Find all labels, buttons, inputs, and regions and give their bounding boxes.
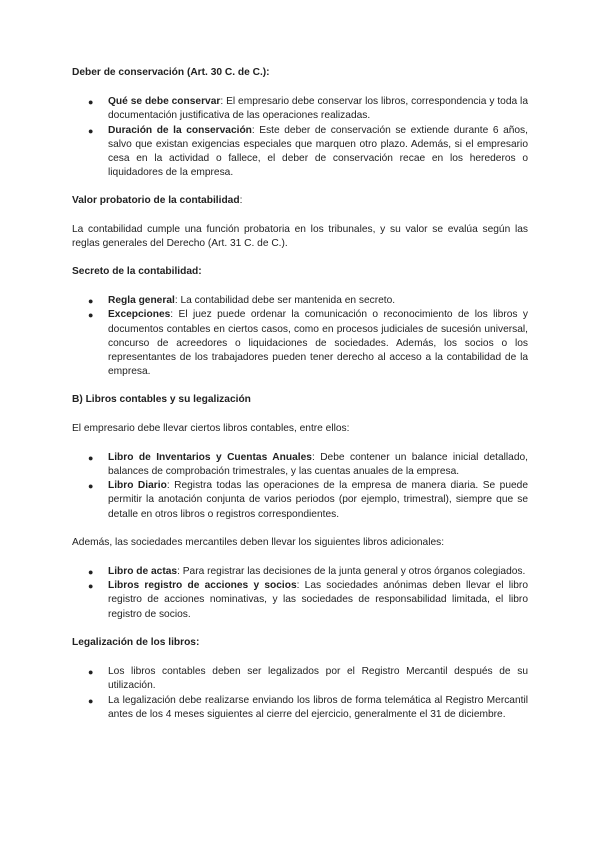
list-libros-contables — [72, 451, 528, 522]
heading-deber-conservacion: Deber de conservación (Art. 30 C. de C.): — [72, 67, 270, 78]
list-item — [72, 294, 528, 308]
bullet-icon: ● — [88, 310, 94, 321]
bullet-icon: ● — [88, 567, 94, 578]
list-item — [72, 308, 528, 379]
item-text: : El juez puede ordenar la comunicación o reconocimiento de los libros y documentos contables en ciertos casos, como en procesos judiciales de sucesión universal, concurso de acreedores o liquidaciones de sociedades. Además, los socios o los representantes de los trabajadores pueden tener derecho al acceso a la contabilidad de la empresa. — [108, 309, 528, 378]
heading-secreto: Secreto de la contabilidad: — [72, 266, 202, 278]
heading-libros-contables: B) Libros contables y su legalización — [72, 394, 251, 406]
list-item — [72, 124, 528, 181]
item-text: Los libros contables deben ser legalizados por el Registro Mercantil después de su utilización. — [108, 666, 528, 692]
item-text: : La contabilidad debe ser mantenida en secreto. — [174, 295, 396, 307]
item-term: Libro de Inventarios y Cuentas Anuales — [108, 451, 312, 463]
list-item — [72, 694, 528, 722]
item-text: : Para registrar las decisiones de la junta general y otros órganos colegiados. — [177, 566, 526, 578]
item-term: Regla general — [108, 295, 175, 307]
list-deber-conservacion — [72, 95, 528, 180]
item-term: Libro Diario — [108, 480, 167, 492]
list-item — [72, 665, 528, 693]
item-term: Qué se debe conservar — [108, 96, 221, 108]
heading-legalizacion: Legalización de los libros: — [72, 636, 200, 648]
bullet-icon: ● — [88, 452, 94, 463]
list-item — [72, 579, 528, 622]
list-secreto — [72, 294, 528, 379]
list-item — [72, 95, 528, 123]
bullet-icon: ● — [88, 481, 94, 492]
list-libros-adicionales — [72, 565, 528, 622]
bullet-icon: ● — [88, 667, 94, 678]
bullet-icon: ● — [88, 97, 94, 108]
item-term: Duración de la conservación — [108, 124, 252, 136]
document-page — [72, 66, 528, 722]
item-term: Libro de actas — [108, 566, 178, 578]
paragraph-libros-adicionales: Además, las sociedades mercantiles deben llevar los siguientes libros adicionales: — [72, 536, 445, 548]
paragraph-valor-probatorio: La contabilidad cumple una función probatoria en los tribunales, y su valor se evalúa según las reglas generales del Derecho (Art. 31 C. de C.). — [72, 223, 528, 249]
list-item — [72, 565, 528, 579]
item-term: Libros registro de acciones y socios — [108, 580, 297, 592]
item-term: Excepciones — [108, 309, 171, 321]
list-legalizacion — [72, 665, 528, 722]
paragraph-libros-intro: El empresario debe llevar ciertos libros contables, entre ellos: — [72, 422, 350, 434]
item-text: : Las sociedades anónimas deben llevar el libro registro de acciones nominativas, y las sociedades de responsabilidad limitada, el libro registro de socios. — [108, 580, 528, 620]
item-text: : El empresario debe conservar los libros, correspondencia y toda la documentación justificativa de las operaciones realizadas. — [108, 96, 528, 122]
item-text: : Debe contener un balance inicial detallado, balances de comprobación trimestrales, y las cuentas anuales de la empresa. — [108, 451, 528, 478]
heading-valor-probatorio: Valor probatorio de la contabilidad: — [72, 195, 243, 207]
bullet-icon: ● — [88, 581, 94, 592]
list-item — [72, 479, 528, 522]
bullet-icon: ● — [88, 695, 94, 706]
item-text: La legalización debe realizarse enviando los libros de forma telemática al Registro Mercantil antes de los 4 meses siguientes al cierre del ejercicio, generalmente el 31 de diciembre. — [108, 694, 528, 720]
bullet-icon: ● — [88, 125, 94, 136]
item-text: : Registra todas las operaciones de la empresa de manera diaria. Se puede permitir la anotación conjunta de varios periodos (por ejemplo, trimestral), siempre que se detalle en otros libros o registros correspondientes. — [108, 480, 528, 520]
bullet-icon: ● — [88, 296, 94, 307]
item-text: : Este deber de conservación se extiende durante 6 años, salvo que existan exigencias especiales que marquen otro plazo. Además, si el empresario cesa en la actividad o fallece, el deber de conservación recae en los herederos o liquidadores de la empresa. — [108, 124, 528, 179]
list-item — [72, 451, 528, 479]
